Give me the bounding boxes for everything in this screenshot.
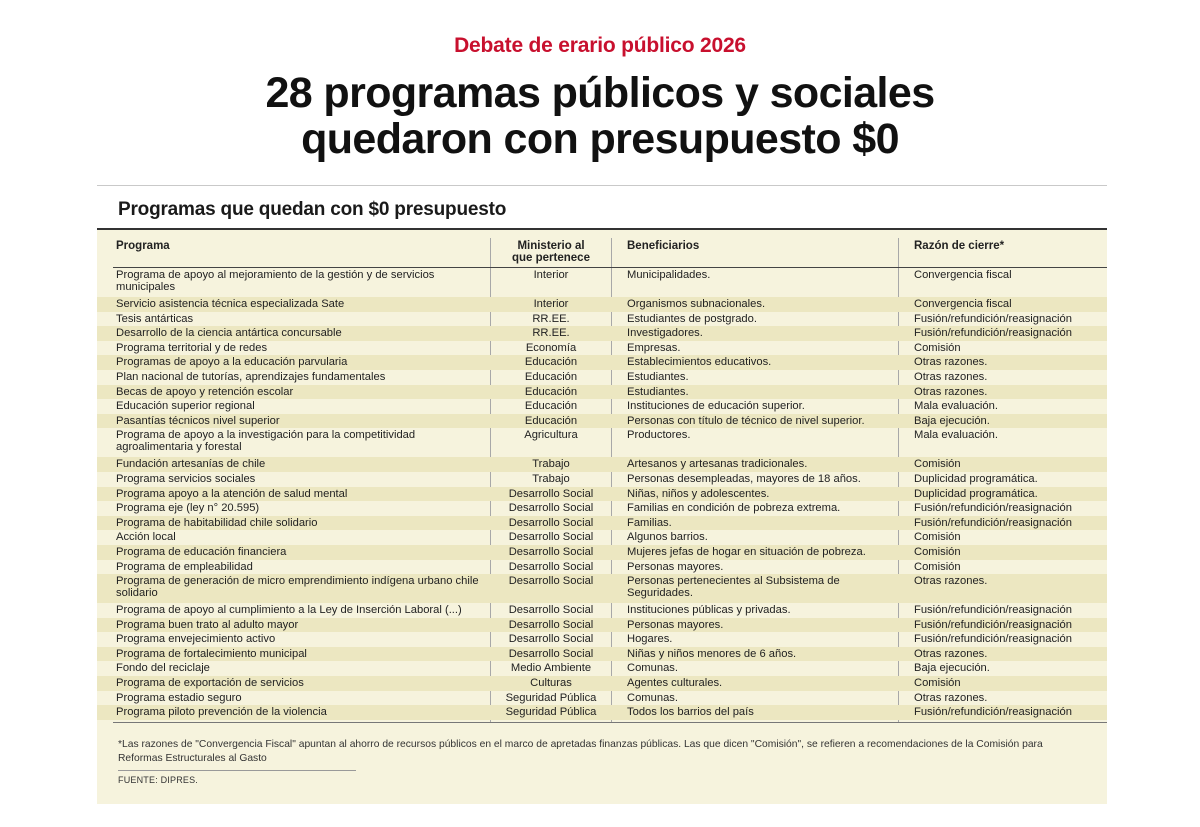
table-bottom-rule bbox=[113, 722, 1107, 723]
table-row bbox=[97, 516, 1107, 531]
cell-razon: Duplicidad programática. bbox=[914, 487, 1038, 500]
cell-razon: Comisión bbox=[914, 560, 961, 573]
cell-beneficiarios: Estudiantes de postgrado. bbox=[627, 312, 757, 325]
cell-razon: Convergencia fiscal bbox=[914, 269, 1012, 281]
cell-razon: Duplicidad programática. bbox=[914, 472, 1038, 485]
cell-beneficiarios: Personas desempleadas, mayores de 18 años. bbox=[627, 472, 861, 485]
table-row bbox=[97, 414, 1107, 429]
table-top-rule bbox=[97, 228, 1107, 230]
source-credit: FUENTE: DIPRES. bbox=[118, 775, 199, 785]
kicker: Debate de erario público 2026 bbox=[454, 34, 746, 57]
table-row bbox=[97, 428, 1107, 457]
cell-razon: Mala evaluación. bbox=[914, 400, 998, 413]
table-row bbox=[97, 297, 1107, 312]
cell-razon: Fusión/refundición/reasignación bbox=[914, 706, 1072, 719]
cell-ministerio: Desarrollo Social bbox=[508, 633, 594, 646]
cell-programa: Programa territorial y de redes bbox=[116, 341, 268, 354]
cell-razon: Otras razones. bbox=[914, 370, 988, 383]
cell-beneficiarios: Comunas. bbox=[627, 691, 678, 704]
table-row bbox=[97, 312, 1107, 327]
cell-ministerio: RR.EE. bbox=[532, 312, 570, 325]
cell-programa: Plan nacional de tutorías, aprendizajes fundamentales bbox=[116, 370, 386, 383]
cell-programa: Pasantías técnicos nivel superior bbox=[116, 414, 280, 427]
cell-beneficiarios: Instituciones de educación superior. bbox=[627, 400, 805, 413]
cell-beneficiarios: Mujeres jefas de hogar en situación de pobreza. bbox=[627, 545, 866, 558]
cell-beneficiarios: Niñas y niños menores de 6 años. bbox=[627, 647, 797, 660]
cell-beneficiarios: Familias en condición de pobreza extrema. bbox=[627, 502, 841, 515]
table-row bbox=[97, 385, 1107, 400]
cell-programa: Programa envejecimiento activo bbox=[116, 633, 276, 646]
table-row bbox=[97, 355, 1107, 370]
cell-razon: Fusión/refundición/reasignación bbox=[914, 327, 1072, 340]
table-row bbox=[97, 647, 1107, 662]
table-row bbox=[97, 487, 1107, 502]
cell-ministerio: Educación bbox=[524, 400, 578, 413]
table-row bbox=[97, 603, 1107, 618]
table-row bbox=[97, 560, 1107, 575]
cell-programa: Programa de empleabilidad bbox=[116, 560, 253, 573]
cell-razon: Fusión/refundición/reasignación bbox=[914, 516, 1072, 529]
cell-ministerio: Interior bbox=[533, 269, 569, 281]
cell-razon: Baja ejecución. bbox=[914, 414, 990, 427]
cell-beneficiarios: Personas pertenecientes al Subsistema de Seguridades. bbox=[627, 575, 840, 599]
cell-programa: Tesis antárticas bbox=[116, 312, 194, 325]
cell-programa: Programa de habitabilidad chile solidario bbox=[116, 516, 318, 529]
table-row bbox=[97, 370, 1107, 385]
cell-razon: Comisión bbox=[914, 531, 961, 544]
cell-beneficiarios: Todos los barrios del país bbox=[627, 706, 754, 719]
table-row bbox=[97, 530, 1107, 545]
table-row bbox=[97, 341, 1107, 356]
col-header-ministerio-line-2: que pertenece bbox=[512, 252, 590, 264]
col-header-beneficiarios: Beneficiarios bbox=[627, 240, 700, 252]
cell-ministerio: Desarrollo Social bbox=[508, 647, 594, 660]
cell-programa: Programa estadio seguro bbox=[116, 691, 242, 704]
cell-ministerio: Educación bbox=[524, 370, 578, 383]
cell-programa: Programa de apoyo a la investigación para la competitividad agroalimentaria y forestal bbox=[116, 429, 416, 454]
cell-razon: Fusión/refundición/reasignación bbox=[914, 312, 1072, 325]
cell-razon: Otras razones. bbox=[914, 691, 988, 704]
source-rule bbox=[118, 770, 356, 771]
cell-razon: Comisión bbox=[914, 458, 961, 471]
cell-razon: Baja ejecución. bbox=[914, 662, 990, 675]
cell-razon: Otras razones. bbox=[914, 385, 988, 398]
cell-ministerio: Desarrollo Social bbox=[508, 618, 594, 631]
col-header-ministerio-line-1: Ministerio al bbox=[517, 240, 585, 252]
cell-razon: Fusión/refundición/reasignación bbox=[914, 604, 1072, 617]
col-header-programa: Programa bbox=[116, 240, 170, 252]
cell-ministerio: Medio Ambiente bbox=[510, 662, 592, 675]
cell-programa: Fondo del reciclaje bbox=[116, 662, 210, 675]
cell-programa: Programa apoyo a la atención de salud mental bbox=[116, 487, 348, 500]
col-header-ministerio bbox=[491, 240, 611, 264]
cell-programa: Programa eje (ley n° 20.595) bbox=[116, 502, 260, 515]
cell-programa: Programa servicios sociales bbox=[116, 472, 256, 485]
cell-programa: Programas de apoyo a la educación parvularia bbox=[116, 356, 348, 369]
headline-line-2: quedaron con presupuesto $0 bbox=[301, 115, 899, 163]
table-row bbox=[97, 676, 1107, 691]
headline bbox=[0, 70, 1200, 162]
table-body bbox=[97, 268, 1107, 720]
cell-ministerio: Desarrollo Social bbox=[508, 516, 594, 529]
cell-programa: Programa de apoyo al cumplimiento a la Ley de Inserción Laboral (...) bbox=[116, 604, 462, 617]
cell-ministerio: Desarrollo Social bbox=[508, 545, 594, 558]
table-row bbox=[97, 501, 1107, 516]
cell-programa: Acción local bbox=[116, 531, 176, 544]
cell-ministerio: Educación bbox=[524, 414, 578, 427]
divider bbox=[97, 185, 1107, 186]
cell-razon: Otras razones. bbox=[914, 647, 988, 660]
table-subtitle: Programas que quedan con $0 presupuesto bbox=[118, 199, 507, 220]
cell-programa: Fundación artesanías de chile bbox=[116, 458, 266, 471]
cell-ministerio: Desarrollo Social bbox=[508, 604, 594, 617]
cell-programa: Programa de exportación de servicios bbox=[116, 677, 304, 690]
table-row bbox=[97, 472, 1107, 487]
cell-beneficiarios: Niñas, niños y adolescentes. bbox=[627, 487, 770, 500]
table-row bbox=[97, 691, 1107, 706]
cell-beneficiarios: Comunas. bbox=[627, 662, 678, 675]
table-row bbox=[97, 399, 1107, 414]
cell-ministerio: Culturas bbox=[530, 677, 572, 690]
cell-beneficiarios: Familias. bbox=[627, 516, 672, 529]
table-row bbox=[97, 618, 1107, 633]
cell-ministerio: Interior bbox=[533, 298, 569, 310]
footnote: *Las razones de "Convergencia Fiscal" apuntan al ahorro de recursos públicos en el marco de apretadas finanzas públicas. Las que dicen "Comisión", se refieren a recomendaciones de la Comisión para Reformas Estructurales al Gasto bbox=[118, 739, 1043, 764]
cell-programa: Programa de educación financiera bbox=[116, 545, 287, 558]
cell-razon: Fusión/refundición/reasignación bbox=[914, 633, 1072, 646]
cell-razon: Comisión bbox=[914, 677, 961, 690]
cell-ministerio: Desarrollo Social bbox=[508, 502, 594, 515]
table-row bbox=[97, 545, 1107, 560]
cell-ministerio: Seguridad Pública bbox=[505, 691, 597, 704]
cell-razon: Fusión/refundición/reasignación bbox=[914, 502, 1072, 515]
cell-razon: Otras razones. bbox=[914, 575, 988, 588]
table-row bbox=[97, 326, 1107, 341]
cell-beneficiarios: Personas mayores. bbox=[627, 618, 724, 631]
cell-programa: Desarrollo de la ciencia antártica concursable bbox=[116, 327, 342, 340]
cell-beneficiarios: Organismos subnacionales. bbox=[627, 298, 766, 310]
cell-programa: Educación superior regional bbox=[116, 400, 255, 413]
cell-beneficiarios: Estudiantes. bbox=[627, 385, 689, 398]
cell-ministerio: Trabajo bbox=[532, 472, 570, 485]
cell-programa: Programa piloto prevención de la violencia bbox=[116, 706, 327, 719]
cell-beneficiarios: Algunos barrios. bbox=[627, 531, 708, 544]
cell-razon: Comisión bbox=[914, 341, 961, 354]
cell-beneficiarios: Personas mayores. bbox=[627, 560, 724, 573]
cell-beneficiarios: Establecimientos educativos. bbox=[627, 356, 772, 369]
table-row bbox=[97, 268, 1107, 297]
cell-ministerio: Desarrollo Social bbox=[508, 560, 594, 573]
cell-ministerio: Agricultura bbox=[524, 429, 578, 442]
cell-beneficiarios: Estudiantes. bbox=[627, 370, 689, 383]
cell-beneficiarios: Productores. bbox=[627, 429, 691, 442]
cell-razon: Otras razones. bbox=[914, 356, 988, 369]
table-row bbox=[97, 661, 1107, 676]
cell-ministerio: Desarrollo Social bbox=[508, 575, 594, 588]
cell-programa: Servicio asistencia técnica especializada Sate bbox=[116, 298, 345, 310]
cell-razon: Fusión/refundición/reasignación bbox=[914, 618, 1072, 631]
table-row bbox=[97, 457, 1107, 472]
cell-beneficiarios: Instituciones públicas y privadas. bbox=[627, 604, 791, 617]
cell-beneficiarios: Personas con título de técnico de nivel superior. bbox=[627, 414, 865, 427]
cell-beneficiarios: Empresas. bbox=[627, 341, 681, 354]
cell-programa: Programa buen trato al adulto mayor bbox=[116, 618, 299, 631]
table-row bbox=[97, 632, 1107, 647]
cell-ministerio: Seguridad Pública bbox=[505, 706, 597, 719]
cell-beneficiarios: Agentes culturales. bbox=[627, 677, 723, 690]
cell-programa: Programa de generación de micro emprendimiento indígena urbano chile solidario bbox=[116, 575, 479, 599]
cell-beneficiarios: Artesanos y artesanas tradicionales. bbox=[627, 458, 808, 471]
cell-ministerio: RR.EE. bbox=[532, 327, 570, 340]
cell-ministerio: Desarrollo Social bbox=[508, 487, 594, 500]
cell-razon: Mala evaluación. bbox=[914, 429, 998, 442]
cell-ministerio: Trabajo bbox=[532, 458, 570, 471]
cell-beneficiarios: Municipalidades. bbox=[627, 269, 711, 281]
cell-ministerio: Economía bbox=[525, 341, 577, 354]
cell-ministerio: Desarrollo Social bbox=[508, 531, 594, 544]
cell-beneficiarios: Investigadores. bbox=[627, 327, 703, 340]
cell-beneficiarios: Hogares. bbox=[627, 633, 673, 646]
table-row bbox=[97, 705, 1107, 720]
cell-razon: Convergencia fiscal bbox=[914, 298, 1012, 310]
cell-ministerio: Educación bbox=[524, 385, 578, 398]
cell-ministerio: Educación bbox=[524, 356, 578, 369]
cell-programa: Programa de apoyo al mejoramiento de la gestión y de servicios municipales bbox=[116, 269, 435, 293]
cell-programa: Programa de fortalecimiento municipal bbox=[116, 647, 307, 660]
cell-razon: Comisión bbox=[914, 545, 961, 558]
table-row bbox=[97, 574, 1107, 603]
headline-line-1: 28 programas públicos y sociales bbox=[265, 69, 935, 117]
col-header-razon: Razón de cierre* bbox=[914, 240, 1005, 252]
cell-programa: Becas de apoyo y retención escolar bbox=[116, 385, 294, 398]
